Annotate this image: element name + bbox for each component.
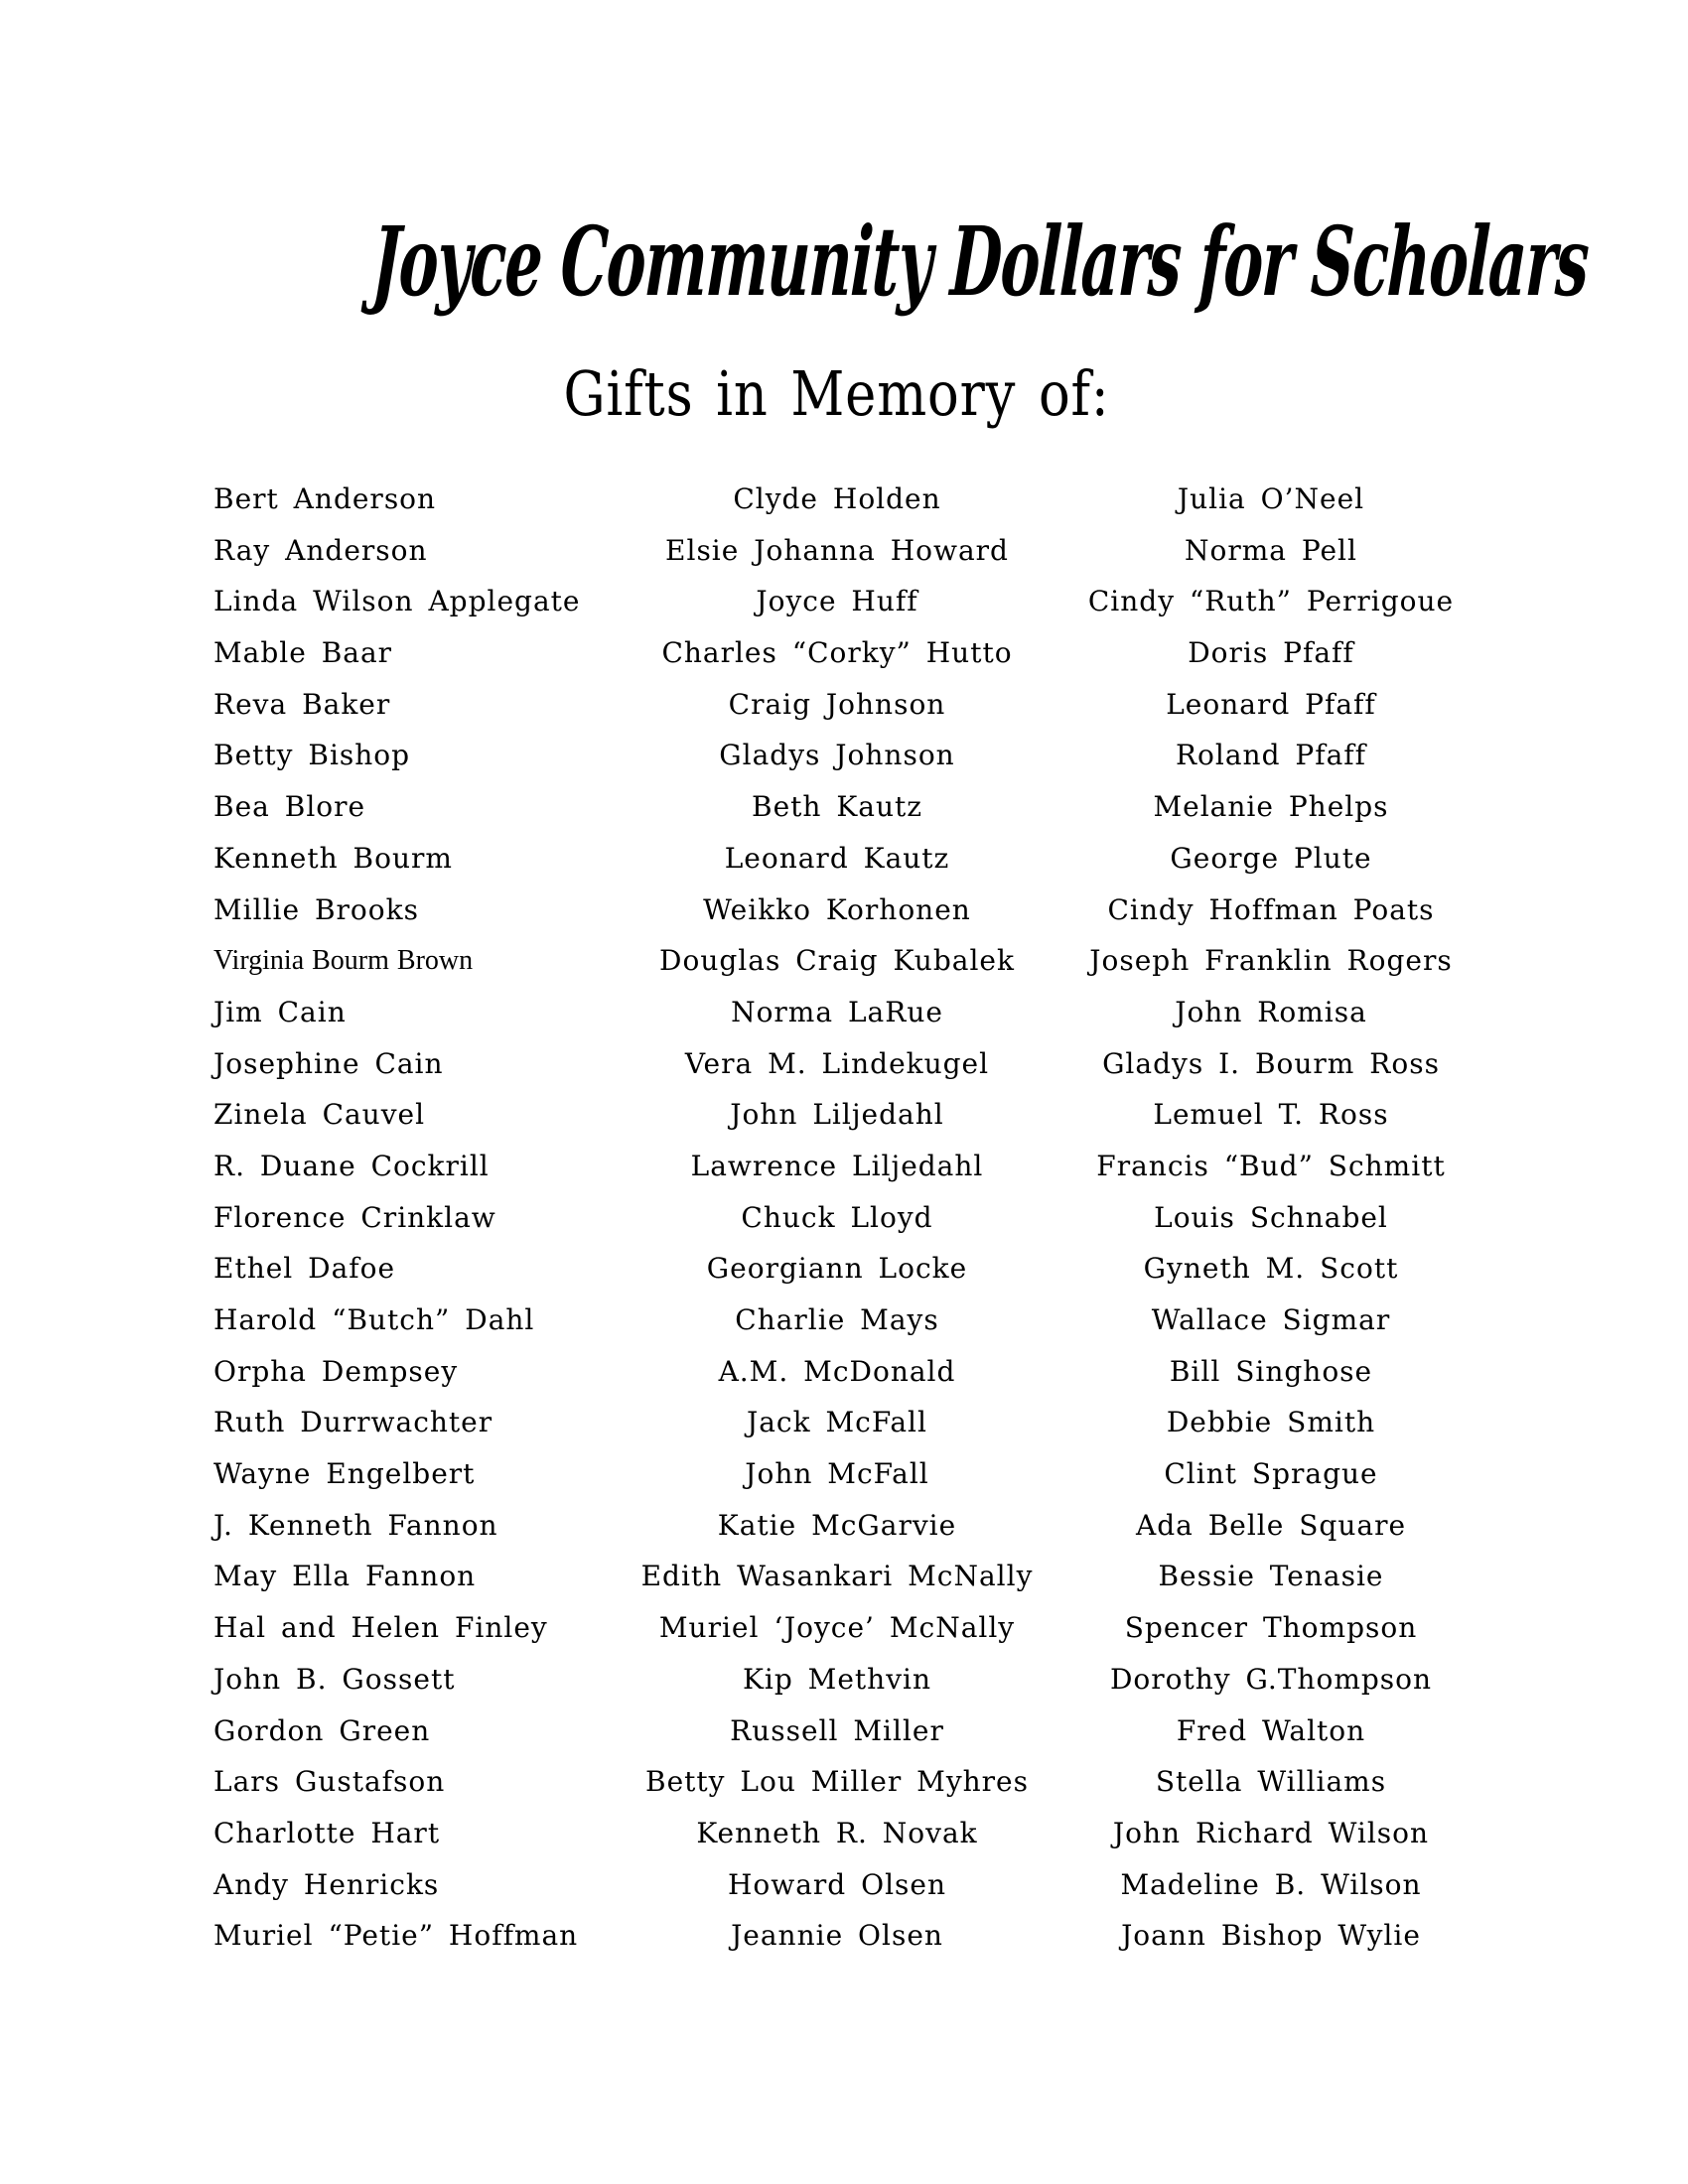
memorial-name: Chuck Lloyd	[741, 1200, 933, 1234]
memorial-name: John B. Gossett	[213, 1662, 456, 1696]
memorial-name: Fred Walton	[1176, 1713, 1366, 1747]
memorial-name: Melanie Phelps	[1153, 790, 1389, 824]
memorial-name: Clyde Holden	[733, 482, 941, 515]
memorial-name: Clint Sprague	[1164, 1457, 1378, 1491]
memorial-name: Beth Kautz	[752, 790, 922, 824]
memorial-name: Zinela Cauvel	[213, 1098, 426, 1132]
memorial-name: John Liljedahl	[730, 1098, 944, 1132]
memorial-name: Joann Bishop Wylie	[1121, 1919, 1421, 1953]
memorial-name: Debbie Smith	[1166, 1406, 1376, 1439]
memorial-name: Virginia Bourm Brown	[213, 945, 474, 977]
memorial-name: Josephine Cain	[213, 1046, 444, 1080]
memorial-name: Doris Pfaff	[1188, 636, 1354, 670]
memorial-name: Joyce Huff	[756, 585, 918, 618]
memorial-name: Spencer Thompson	[1124, 1611, 1418, 1645]
memorial-name: Louis Schnabel	[1154, 1200, 1388, 1234]
memorial-name: Edith Wasankari McNally	[640, 1560, 1034, 1593]
memorial-name: Orpha Dempsey	[213, 1354, 459, 1388]
memorial-name: Cindy Hoffman Poats	[1107, 892, 1435, 926]
memorial-name: Norma LaRue	[731, 995, 943, 1028]
memorial-name: John McFall	[745, 1457, 929, 1491]
memorial-name: Wayne Engelbert	[213, 1457, 476, 1491]
memorial-name: John Romisa	[1175, 995, 1367, 1028]
memorial-name: Jeannie Olsen	[731, 1919, 943, 1953]
memorial-name: Mable Baar	[213, 636, 393, 670]
memorial-name: Cindy “Ruth” Perrigoue	[1087, 585, 1455, 618]
memorial-name: Stella Williams	[1155, 1765, 1387, 1799]
memorial-name: Betty Lou Miller Myhres	[645, 1765, 1029, 1799]
memorial-name: Elsie Johanna Howard	[665, 533, 1009, 567]
memorial-name: Andy Henricks	[213, 1867, 440, 1901]
memorial-name: Gladys I. Bourm Ross	[1102, 1046, 1440, 1080]
memorial-name: Douglas Craig Kubalek	[659, 944, 1015, 978]
memorial-name: Wallace Sigmar	[1151, 1303, 1391, 1336]
memorial-name: Reva Baker	[213, 687, 391, 721]
memorial-name: Charlie Mays	[735, 1303, 939, 1336]
memorial-name: John Richard Wilson	[1112, 1816, 1430, 1849]
memorial-name: Julia O’Neel	[1177, 482, 1365, 515]
page-title-text: Joyce Community Dollars for Scholars	[369, 205, 1591, 318]
memorial-name: Craig Johnson	[728, 687, 946, 721]
memorial-name: Betty Bishop	[213, 739, 411, 772]
memorial-name: Lars Gustafson	[213, 1765, 446, 1799]
page-subtitle	[0, 357, 1673, 430]
memorial-name: Harold “Butch” Dahl	[213, 1303, 535, 1336]
memorial-name: Joseph Franklin Rogers	[1089, 944, 1453, 978]
page-subtitle-text: Gifts in Memory of:	[563, 357, 1110, 430]
memorial-name: Charlotte Hart	[213, 1816, 441, 1849]
memorial-list	[213, 474, 1498, 1962]
memorial-name: Linda Wilson Applegate	[213, 585, 581, 618]
memorial-name: Norma Pell	[1185, 533, 1357, 567]
memorial-name: Bert Anderson	[213, 482, 437, 515]
memorial-name: Bill Singhose	[1169, 1354, 1373, 1388]
memorial-name: Francis “Bud” Schmitt	[1096, 1149, 1446, 1182]
memorial-name: Gyneth M. Scott	[1143, 1252, 1399, 1286]
page-title	[0, 205, 1678, 318]
memorial-name: Roland Pfaff	[1175, 739, 1367, 772]
memorial-name: Madeline B. Wilson	[1120, 1867, 1422, 1901]
memorial-name: Lemuel T. Ross	[1153, 1098, 1389, 1132]
memorial-name: Muriel “Petie” Hoffman	[213, 1919, 579, 1953]
memorial-name: Jim Cain	[213, 995, 347, 1028]
memorial-column-3	[1044, 474, 1498, 1962]
memorial-column-2	[631, 474, 1044, 1962]
memorial-name: Muriel ‘Joyce’ McNally	[658, 1611, 1016, 1645]
memorial-name: Kenneth Bourm	[213, 841, 453, 875]
memorial-name: Charles “Corky” Hutto	[661, 636, 1013, 670]
memorial-name: Kip Methvin	[742, 1662, 932, 1696]
memorial-name: Gladys Johnson	[719, 739, 955, 772]
memorial-name: A.M. McDonald	[718, 1354, 956, 1388]
memorial-name: Hal and Helen Finley	[213, 1611, 548, 1645]
memorial-name: Ethel Dafoe	[213, 1252, 396, 1286]
memorial-name: Katie McGarvie	[717, 1508, 957, 1542]
memorial-name: Howard Olsen	[727, 1867, 947, 1901]
memorial-name: R. Duane Cockrill	[213, 1149, 490, 1182]
memorial-name: George Plute	[1170, 841, 1372, 875]
memorial-name: Ray Anderson	[213, 533, 428, 567]
memorial-name: Dorothy G.Thompson	[1109, 1662, 1433, 1696]
memorial-name: Georgiann Locke	[706, 1252, 968, 1286]
memorial-name: Vera M. Lindekugel	[684, 1046, 990, 1080]
memorial-name: May Ella Fannon	[213, 1560, 477, 1593]
memorial-name: Millie Brooks	[213, 892, 419, 926]
memorial-name: Ada Belle Square	[1135, 1508, 1407, 1542]
memorial-name: Ruth Durrwachter	[213, 1406, 493, 1439]
memorial-name: Lawrence Liljedahl	[690, 1149, 984, 1182]
memorial-name: Gordon Green	[213, 1713, 431, 1747]
memorial-name: Leonard Kautz	[724, 841, 950, 875]
memorial-name: Florence Crinklaw	[213, 1200, 496, 1234]
memorial-name: Leonard Pfaff	[1166, 687, 1376, 721]
memorial-column-1	[213, 474, 631, 1962]
memorial-name: Bea Blore	[213, 790, 366, 824]
memorial-name: Russell Miller	[730, 1713, 944, 1747]
memorial-name: Bessie Tenasie	[1158, 1560, 1384, 1593]
memorial-name: Weikko Korhonen	[703, 892, 971, 926]
memorial-name: J. Kenneth Fannon	[213, 1508, 498, 1542]
memorial-name: Jack McFall	[747, 1406, 927, 1439]
memorial-name: Kenneth R. Novak	[696, 1816, 978, 1849]
